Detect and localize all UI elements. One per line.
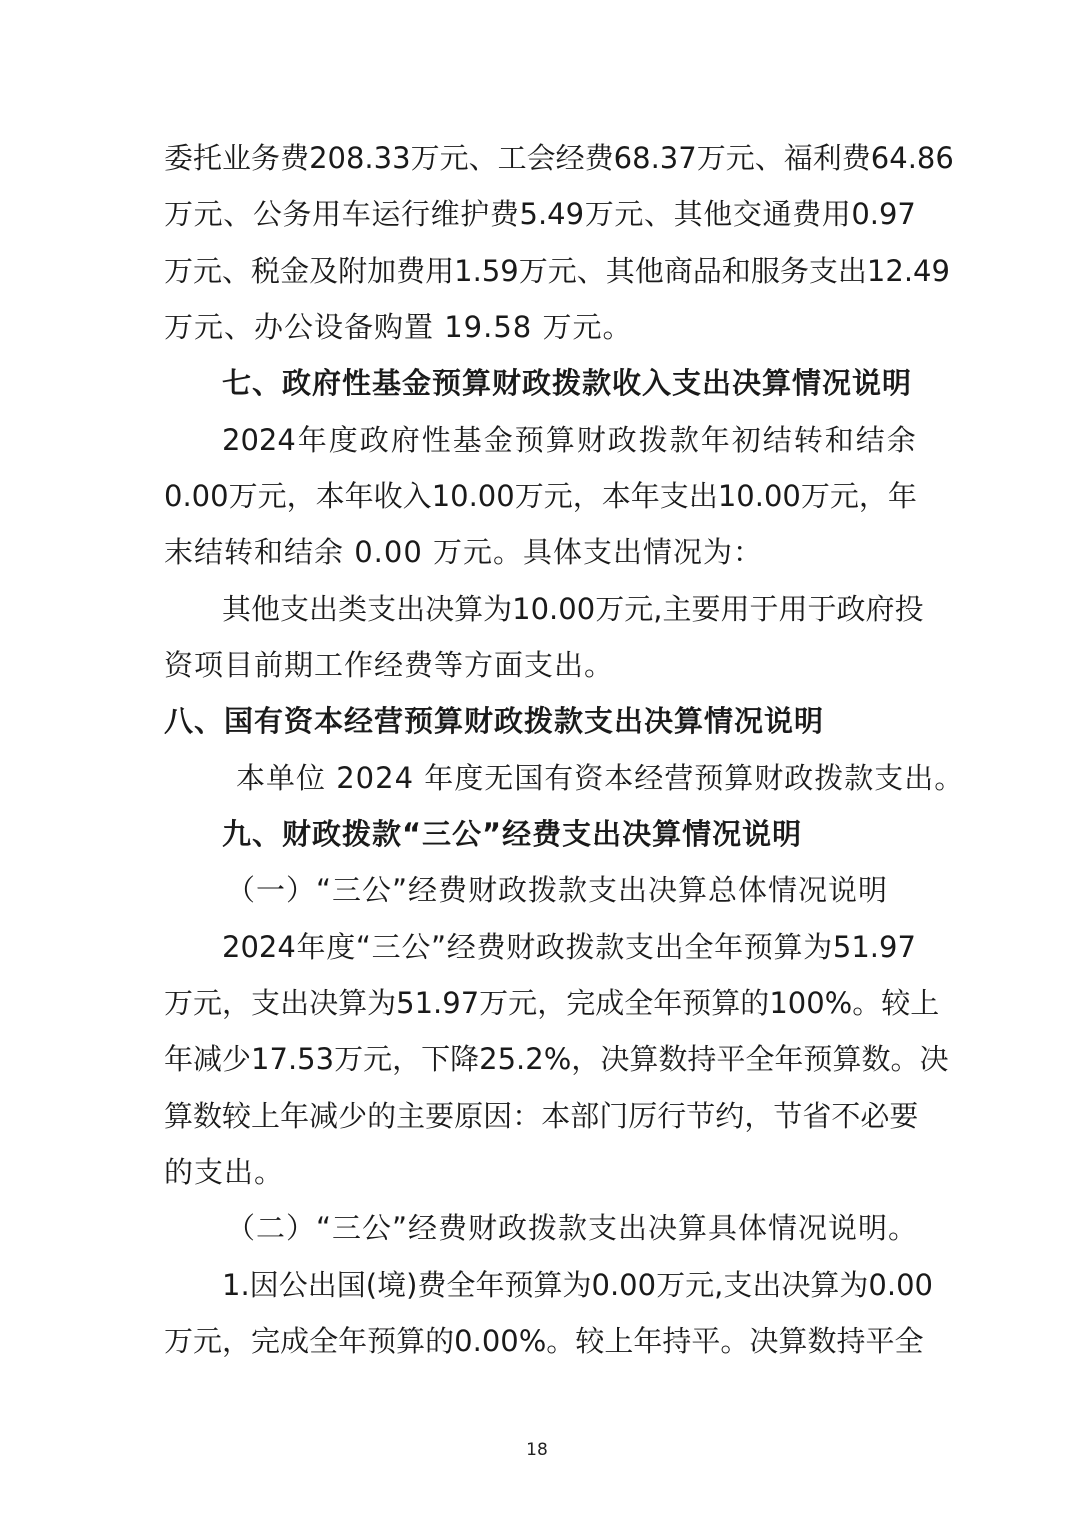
paragraph-line: 万 元 ， 完 成 全 年 预 算 的 0.00% 。 较 上 年 持 平 。 决 算 数 持 平 全 xyxy=(164,1324,924,1358)
paragraph-line: 资项目前期工作经费等方面支出。 xyxy=(164,648,615,682)
subsection-heading-1: （一）“三公”经费财政拨款支出决算总体情况说明 xyxy=(226,873,889,907)
paragraph-line: 末结转和结余 0.00 万元。具体支出情况为： xyxy=(164,535,764,569)
section-heading-8: 八、国有资本经营预算财政拨款支出决算情况说明 xyxy=(164,704,825,738)
paragraph-line: 1. 因 公 出 国 ( 境 ) 费 全 年 预 算 为 0.00 万 元 , 支 出 决 算 为 0.00 xyxy=(222,1268,933,1302)
paragraph-line: 其 他 支 出 类 支 出 决 算 为 10.00 万 元 , 主 要 用 于 用 于 政 府 投 xyxy=(222,592,924,626)
section-heading-9: 九、财政拨款“三公”经费支出决算情况说明 xyxy=(222,817,803,851)
paragraph-line: 年 减 少 17.53 万 元 ， 下 降 25.2% ， 决 算 数 持 平 全 年 预 算 数 。 决 xyxy=(164,1042,949,1076)
paragraph-line: 委 托 业 务 费 208.33 万 元 、 工 会 经 费 68.37 万 元 、 福 利 费 64.86 xyxy=(164,141,954,175)
paragraph-line: 万元、办公设备购置 19.58 万元。 xyxy=(164,310,633,344)
paragraph-line: 本单位 2024 年度无国有资本经营预算财政拨款支出。 xyxy=(236,761,965,795)
paragraph-line: 0.00 万 元 ， 本 年 收 入 10.00 万 元 ， 本 年 支 出 10.00 万 元 ， 年 xyxy=(164,479,917,513)
paragraph-line: 万 元 、 公 务 用 车 运 行 维 护 费 5.49 万 元 、 其 他 交 通 费 用 0.97 xyxy=(164,197,916,231)
paragraph-line: 万 元 、 税 金 及 附 加 费 用 1.59 万 元 、 其 他 商 品 和 服 务 支 出 12.49 xyxy=(164,254,950,288)
subsection-heading-2: （二）“三公”经费财政拨款支出决算具体情况说明。 xyxy=(226,1211,919,1245)
paragraph-line: 万 元 ， 支 出 决 算 为 51.97 万 元 ， 完 成 全 年 预 算 的 100% 。 较 上 xyxy=(164,986,940,1020)
paragraph-line: 2024 年 度 政 府 性 基 金 预 算 财 政 拨 款 年 初 结 转 和 结 余 xyxy=(222,423,916,457)
paragraph-line: 的支出。 xyxy=(164,1155,285,1189)
paragraph-line: 2024 年 度 “ 三 公 ” 经 费 财 政 拨 款 支 出 全 年 预 算 为 51.97 xyxy=(222,930,916,964)
paragraph-line: 算 数 较 上 年 减 少 的 主 要 原 因 ： 本 部 门 厉 行 节 约 ， 节 省 不 必 要 xyxy=(164,1099,919,1133)
section-heading-7: 七、政府性基金预算财政拨款收入支出决算情况说明 xyxy=(222,366,913,400)
page-number: 18 xyxy=(526,1440,548,1460)
